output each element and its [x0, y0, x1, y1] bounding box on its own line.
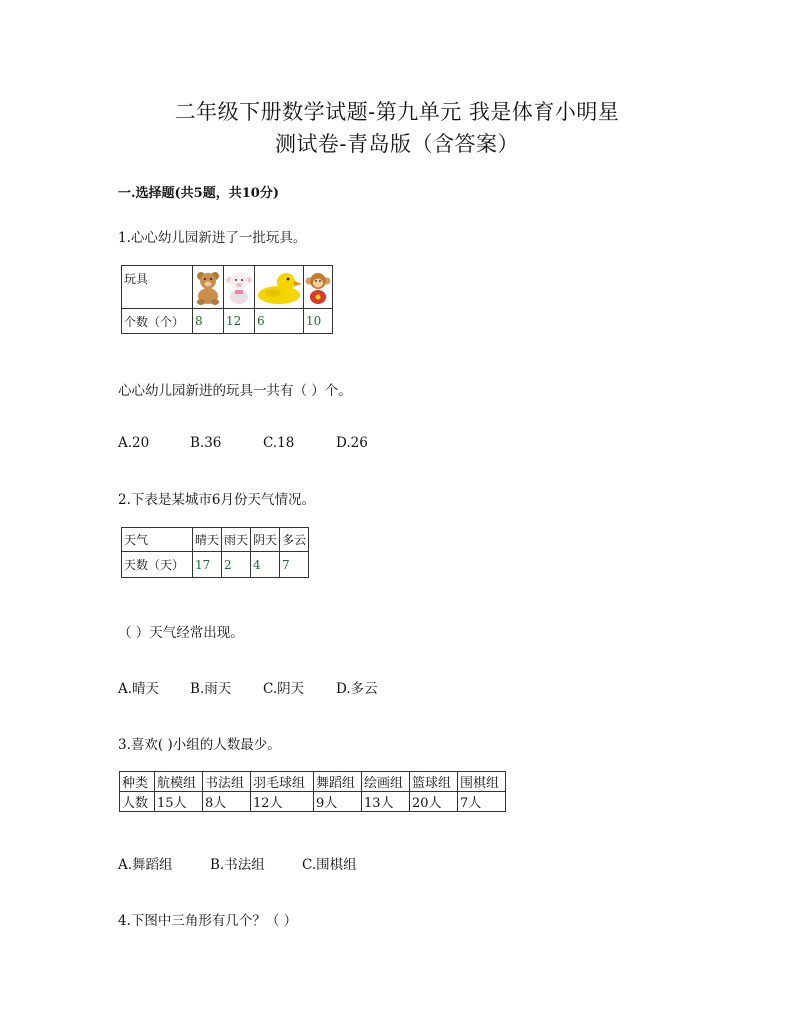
group-header-cell: 羽毛球组 [251, 772, 314, 792]
question-1-prompt: 心心幼儿园新进的玩具一共有（ ）个。 [118, 383, 352, 399]
weather-header-cell: 晴天 [193, 528, 222, 552]
rubber-duck-icon [255, 268, 303, 306]
group-count-cell: 13人 [362, 792, 410, 812]
group-header-cell: 书法组 [203, 772, 251, 792]
toy-row-label: 玩具 [122, 266, 193, 309]
count-cell: 10 [304, 309, 333, 334]
q2-option-b: B.雨天 [190, 681, 232, 697]
weather-header-cell: 天气 [122, 528, 193, 552]
q3-option-a: A.舞蹈组 [118, 857, 173, 873]
toy-cell-monkey [304, 266, 333, 309]
weather-days-cell: 17 [193, 552, 222, 578]
group-count-cell: 15人 [155, 792, 203, 812]
weather-row-label: 天数（天） [122, 552, 193, 578]
group-count-cell: 7人 [458, 792, 506, 812]
weather-header-cell: 雨天 [222, 528, 251, 552]
q3-option-b: B.书法组 [210, 857, 265, 873]
q1-option-c: C.18 [263, 435, 295, 451]
group-header-cell: 种类 [120, 772, 155, 792]
group-header-cell: 围棋组 [458, 772, 506, 792]
weather-days-cell: 4 [251, 552, 280, 578]
weather-header-cell: 多云 [280, 528, 309, 552]
weather-header-cell: 阴天 [251, 528, 280, 552]
q3-option-c: C.围棋组 [302, 857, 357, 873]
group-header-cell: 舞蹈组 [314, 772, 362, 792]
question-3-text: 3.喜欢( )小组的人数最少。 [118, 737, 281, 753]
q2-option-d: D.多云 [336, 681, 378, 697]
q1-option-a: A.20 [118, 435, 150, 451]
section-heading: 一.选择题(共5题，共10分) [118, 186, 279, 201]
question-2-prompt: （ ）天气经常出现。 [118, 625, 244, 641]
page-title-line1: 二年级下册数学试题-第九单元 我是体育小明星 [174, 100, 620, 124]
count-cell: 6 [255, 309, 304, 334]
group-count-cell: 8人 [203, 792, 251, 812]
q1-option-b: B.36 [190, 435, 222, 451]
interest-group-table [119, 771, 506, 812]
toy-count-table [121, 265, 333, 334]
weather-table [121, 527, 309, 578]
group-header-cell: 航模组 [155, 772, 203, 792]
question-1-text: 1.心心幼儿园新进了一批玩具。 [118, 230, 307, 246]
toy-cell-duck [255, 266, 304, 309]
question-4-text: 4.下图中三角形有几个？（ ） [118, 913, 298, 929]
lamb-toy-icon [224, 268, 254, 306]
weather-days-cell: 7 [280, 552, 309, 578]
count-row-label: 个数（个） [122, 309, 193, 334]
group-header-cell: 篮球组 [410, 772, 458, 792]
weather-days-cell: 2 [222, 552, 251, 578]
group-row-label: 人数 [120, 792, 155, 812]
toy-cell-lamb [224, 266, 255, 309]
teddy-bear-icon [193, 268, 223, 306]
group-count-cell: 12人 [251, 792, 314, 812]
toy-cell-bear [193, 266, 224, 309]
group-count-cell: 9人 [314, 792, 362, 812]
q1-option-d: D.26 [336, 435, 368, 451]
q2-option-a: A.晴天 [118, 681, 160, 697]
group-count-cell: 20人 [410, 792, 458, 812]
count-cell: 8 [193, 309, 224, 334]
page-title-line2: 测试卷-青岛版（含答案） [274, 132, 520, 156]
count-cell: 12 [224, 309, 255, 334]
group-header-cell: 绘画组 [362, 772, 410, 792]
question-2-text: 2.下表是某城市6月份天气情况。 [118, 492, 315, 508]
monkey-toy-icon [304, 268, 332, 306]
q2-option-c: C.阴天 [263, 681, 305, 697]
